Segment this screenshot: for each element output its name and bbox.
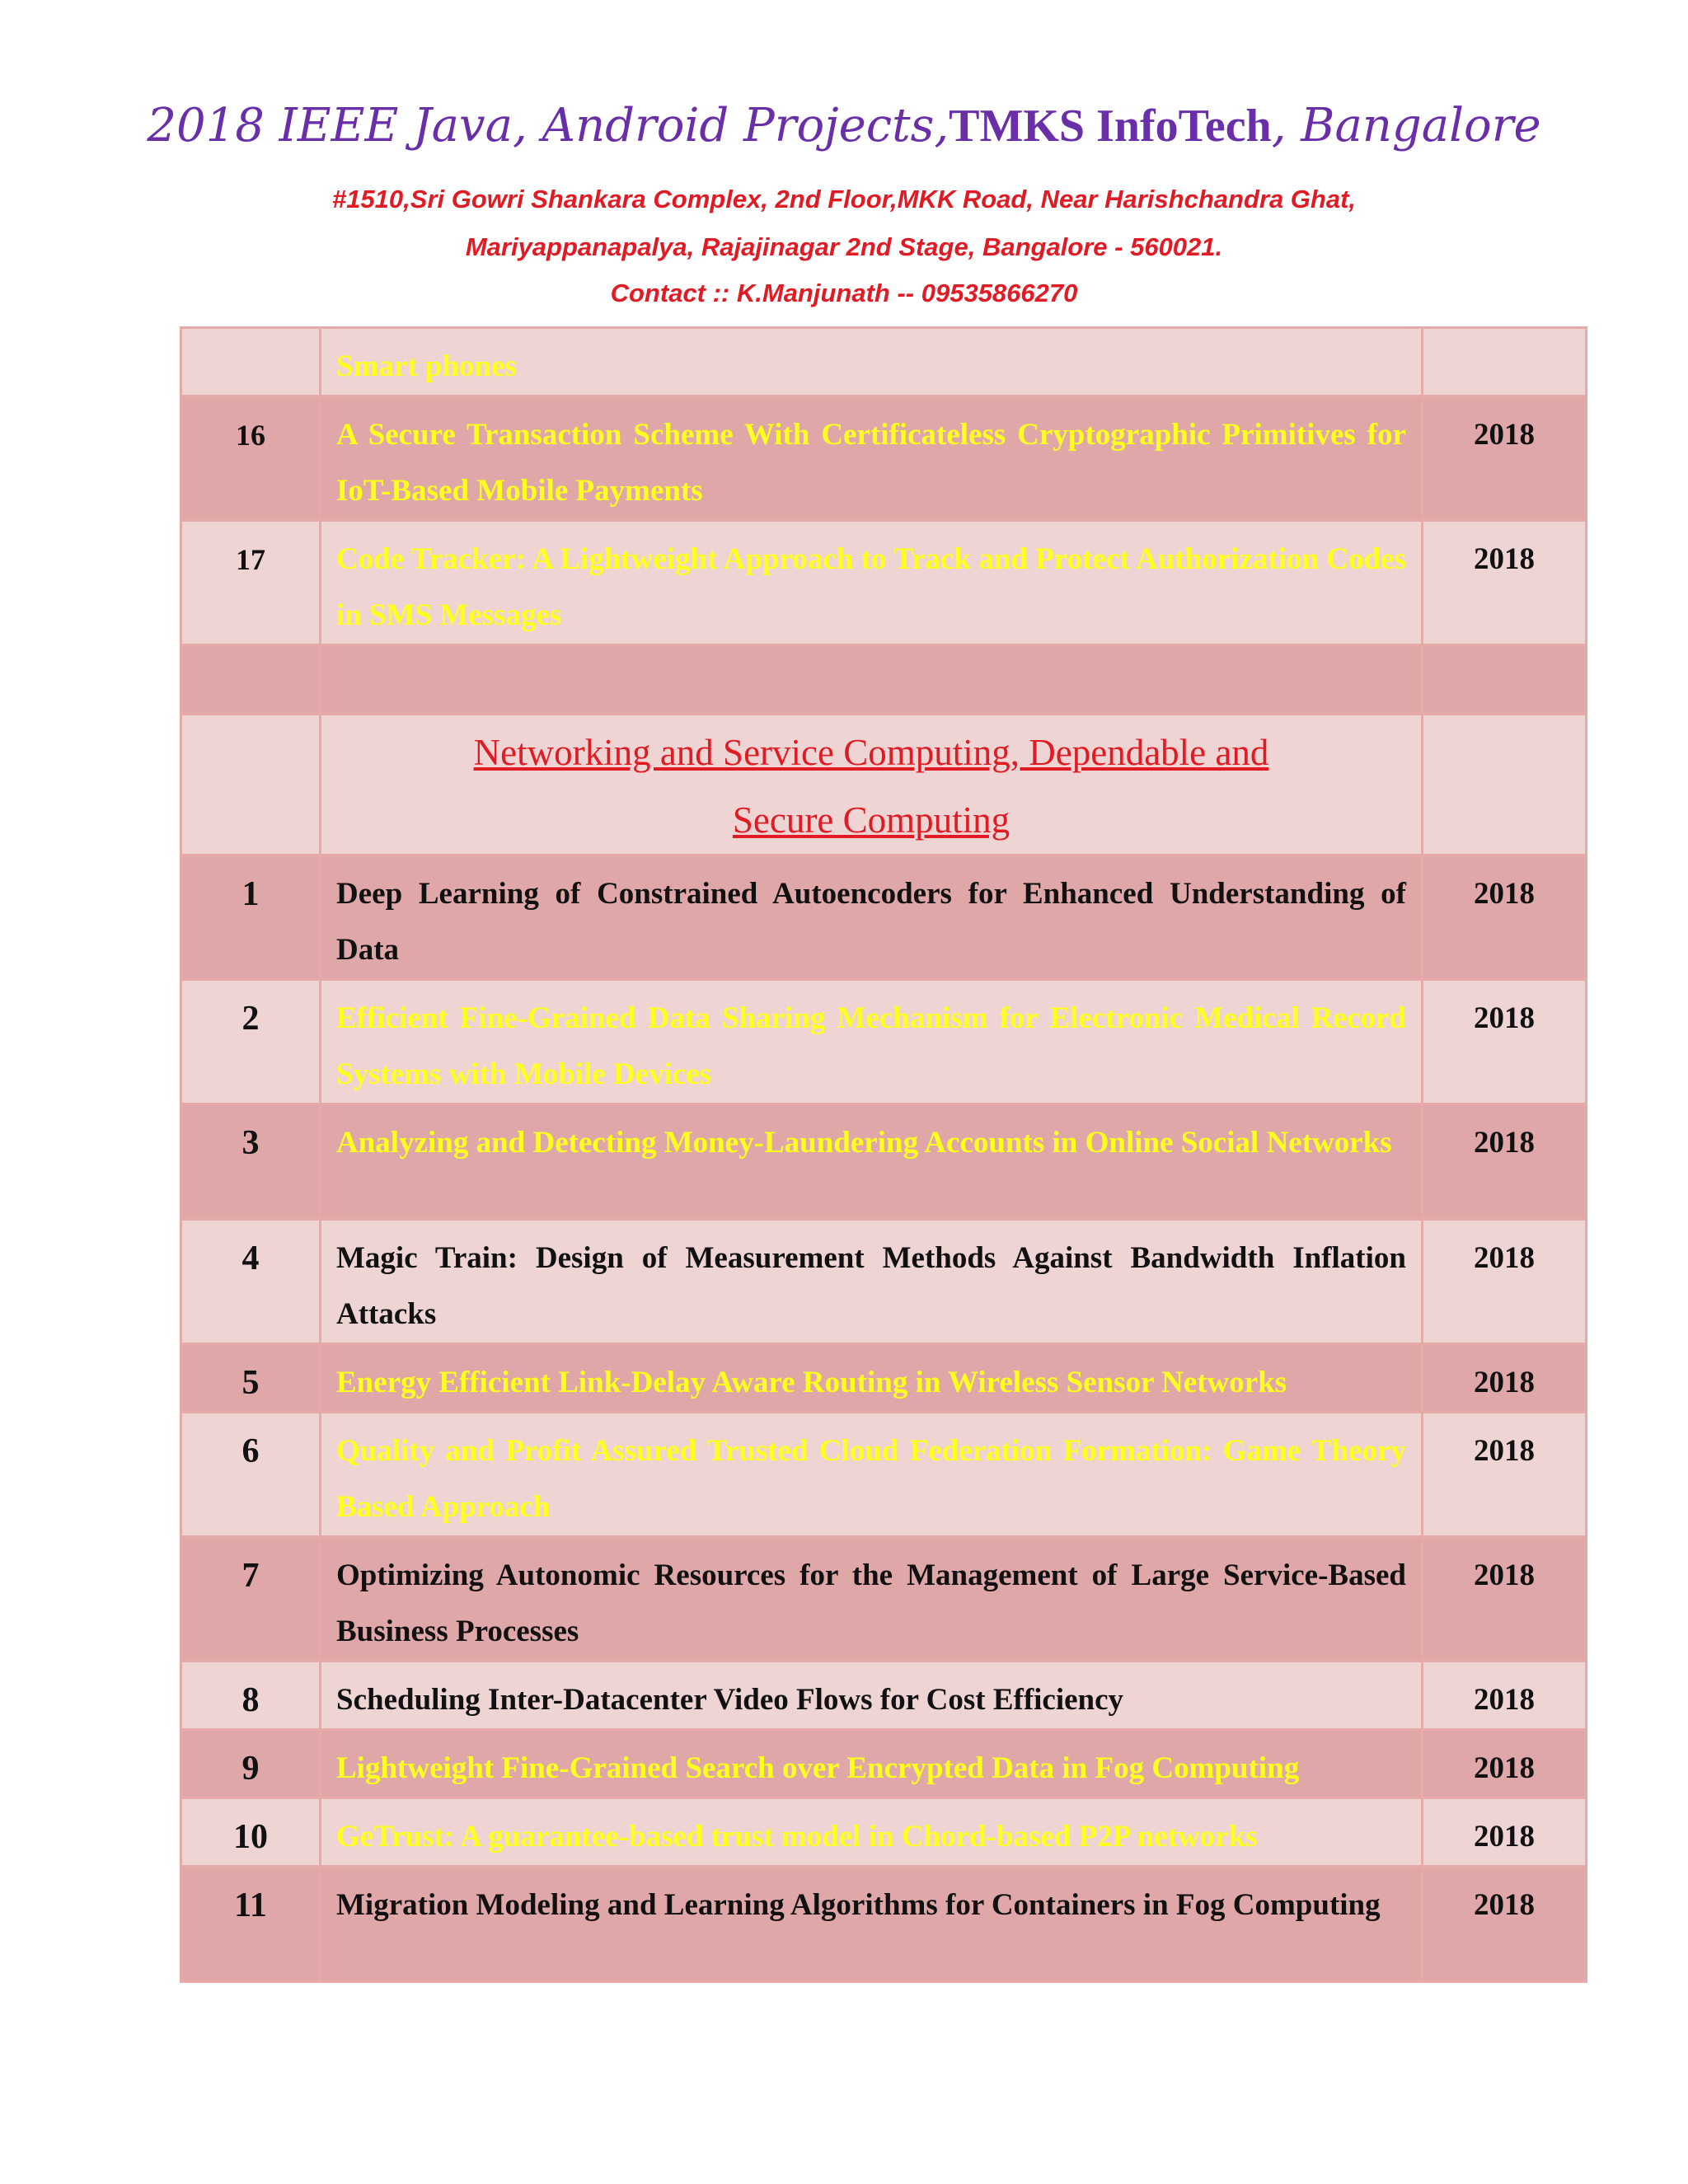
row-number	[181, 1104, 321, 1220]
row-year	[1423, 1798, 1587, 1867]
table-row	[181, 1413, 1587, 1537]
row-title	[321, 1661, 1423, 1730]
page-title	[0, 99, 1688, 152]
section-heading-text	[321, 715, 1421, 854]
row-number-text: 10	[233, 1818, 268, 1856]
table-row	[181, 328, 1587, 396]
row-title	[321, 1104, 1423, 1220]
row-year-text: 2018	[1474, 1888, 1535, 1922]
row-year	[1423, 855, 1587, 980]
row-number-text: 5	[241, 1364, 260, 1402]
row-title	[321, 1537, 1423, 1661]
row-title-text: GeTrust: A guarantee-based trust model in Chord-based P2P networks	[336, 1820, 1258, 1854]
table-row	[181, 980, 1587, 1104]
row-title-text: Deep Learning of Constrained Autoencoders for Enhanced Understanding of Data	[336, 877, 1406, 967]
table-row	[181, 1537, 1587, 1661]
row-year-text	[1423, 329, 1585, 339]
row-year-text: 2018	[1474, 1558, 1535, 1592]
row-year	[1423, 1867, 1587, 1982]
row-title-text: Scheduling Inter-Datacenter Video Flows for Cost Efficiency	[336, 1683, 1124, 1717]
row-number	[181, 980, 321, 1104]
row-title-text: Magic Train: Design of Measurement Methods Against Bandwidth Inflation Attacks	[336, 1241, 1406, 1331]
row-title-text: Lightweight Fine-Grained Search over Encrypted Data in Fog Computing	[336, 1751, 1300, 1785]
row-year	[1423, 1537, 1587, 1661]
row-year-text: 2018	[1474, 1683, 1535, 1717]
section-heading-row	[181, 715, 1587, 855]
row-year-text: 2018	[1474, 1820, 1535, 1854]
row-number	[181, 1220, 321, 1344]
row-number-text: 4	[241, 1240, 260, 1277]
row-number	[181, 1730, 321, 1798]
row-number	[181, 1798, 321, 1867]
row-number	[181, 1537, 321, 1661]
row-year-text: 2018	[1474, 418, 1535, 452]
row-year	[1423, 980, 1587, 1104]
section-line-1: Networking and Service Computing, Dependable and	[473, 732, 1269, 773]
row-number-text: 8	[241, 1681, 260, 1719]
empty-cell	[181, 715, 321, 855]
row-number-text: 3	[241, 1124, 260, 1162]
row-number	[181, 1413, 321, 1537]
row-year	[1423, 1413, 1587, 1537]
row-year-text: 2018	[1474, 1751, 1535, 1785]
row-number-text	[182, 329, 319, 339]
row-title-text: Optimizing Autonomic Resources for the Management of Large Service-Based Business Processes	[336, 1558, 1406, 1648]
row-year	[1423, 1220, 1587, 1344]
row-number-text: 6	[241, 1432, 260, 1470]
row-year	[1423, 1661, 1587, 1730]
section-heading	[321, 715, 1423, 855]
row-year	[1423, 1730, 1587, 1798]
row-title-text: A Secure Transaction Scheme With Certificateless Cryptographic Primitives for IoT-Based Mobile Payments	[336, 418, 1406, 508]
row-number-text: 16	[236, 419, 265, 452]
empty-cell	[1423, 715, 1587, 855]
row-number	[181, 1661, 321, 1730]
row-number-text: 9	[241, 1750, 260, 1788]
row-year	[1423, 328, 1587, 396]
table-row	[181, 855, 1587, 980]
row-title	[321, 1730, 1423, 1798]
row-title-text: Code Tracker: A Lightweight Approach to Track and Protect Authorization Codes in SMS Messages	[336, 542, 1406, 632]
title-suffix: , Bangalore	[1271, 99, 1541, 152]
row-year-text: 2018	[1474, 1366, 1535, 1399]
row-year-text: 2018	[1474, 877, 1535, 911]
table-row	[181, 1730, 1587, 1798]
row-year-text: 2018	[1474, 1434, 1535, 1468]
row-number-text: 1	[241, 875, 260, 913]
row-year	[1423, 1344, 1587, 1413]
row-title	[321, 1220, 1423, 1344]
table-row	[181, 521, 1587, 645]
row-title-text: Quality and Profit Assured Trusted Cloud Federation Formation: Game Theory Based Approach	[336, 1434, 1406, 1524]
row-year-text: 2018	[1474, 1241, 1535, 1275]
row-number	[181, 328, 321, 396]
section-line-2: Secure Computing	[732, 799, 1010, 841]
row-title-text: Efficient Fine-Grained Data Sharing Mechanism for Electronic Medical Record Systems with Mobile Devices	[336, 1001, 1406, 1091]
empty-cell	[181, 645, 321, 715]
row-number-text: 11	[234, 1886, 267, 1924]
row-year	[1423, 396, 1587, 521]
row-title	[321, 328, 1423, 396]
table-row	[181, 1344, 1587, 1413]
project-table	[180, 326, 1587, 1983]
title-brand: TMKS InfoTech	[949, 101, 1272, 152]
row-year	[1423, 521, 1587, 645]
table-row	[181, 1220, 1587, 1344]
contact-line: Contact :: K.Manjunath -- 09535866270	[610, 279, 1078, 307]
row-title	[321, 396, 1423, 521]
row-number-text: 7	[241, 1557, 260, 1595]
row-number-text: 17	[236, 543, 265, 576]
address-line-1: #1510,Sri Gowri Shankara Complex, 2nd Floor,MKK Road, Near Harishchandra Ghat,	[331, 185, 1357, 213]
row-number	[181, 1867, 321, 1982]
row-year-text: 2018	[1474, 1001, 1535, 1035]
empty-cell	[1423, 645, 1587, 715]
row-number	[181, 396, 321, 521]
empty-cell	[321, 645, 1423, 715]
row-title	[321, 1413, 1423, 1537]
row-year-text: 2018	[1474, 1126, 1535, 1160]
row-year-text: 2018	[1474, 542, 1535, 576]
table-row	[181, 1798, 1587, 1867]
row-title	[321, 1798, 1423, 1867]
row-title-text: Analyzing and Detecting Money-Laundering Accounts in Online Social Networks	[336, 1126, 1392, 1160]
row-number	[181, 1344, 321, 1413]
row-title-text: Migration Modeling and Learning Algorithms for Containers in Fog Computing	[336, 1888, 1381, 1922]
table-row	[181, 396, 1587, 521]
row-year	[1423, 1104, 1587, 1220]
empty-row	[181, 645, 1587, 715]
row-title-text: Smart phones	[336, 349, 517, 383]
row-title	[321, 980, 1423, 1104]
address-line-2: Mariyappanapalya, Rajajinagar 2nd Stage, Bangalore - 560021.	[465, 232, 1223, 261]
row-title	[321, 855, 1423, 980]
row-number	[181, 855, 321, 980]
row-number-text: 2	[241, 1000, 260, 1038]
row-title	[321, 521, 1423, 645]
table-row	[181, 1104, 1587, 1220]
table-row	[181, 1867, 1587, 1982]
row-title-text: Energy Efficient Link-Delay Aware Routing in Wireless Sensor Networks	[336, 1366, 1287, 1399]
row-number	[181, 521, 321, 645]
title-prefix: 2018 IEEE Java, Android Projects,	[147, 99, 950, 152]
row-title	[321, 1344, 1423, 1413]
table-row	[181, 1661, 1587, 1730]
row-title	[321, 1867, 1423, 1982]
